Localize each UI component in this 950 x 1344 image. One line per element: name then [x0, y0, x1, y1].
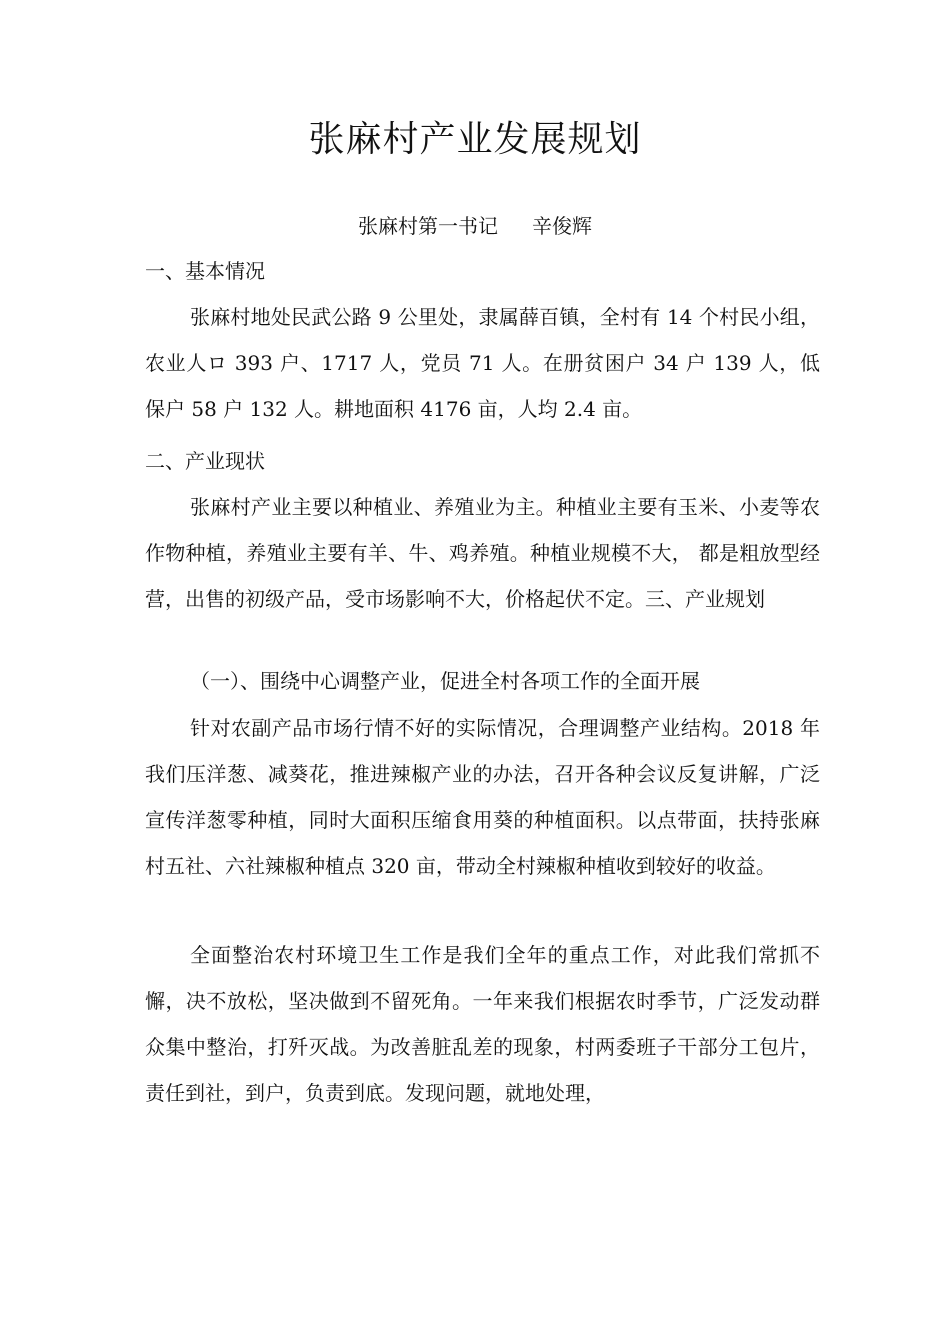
- subsection-paragraph-environment: 全面整治农村环境卫生工作是我们全年的重点工作，对此我们常抓不懈，决不放松，坚决做到不留死角。一年来我们根据农时季节，广泛发动群众集中整治，打歼灭战。为改善脏乱差的现象，村两委班子干部分工包片，责任到社，到户，负责到底。发现问题，就地处理，: [145, 943, 820, 1105]
- section-paragraph-industry-status: 张麻村产业主要以种植业、养殖业为主。种植业主要有玉米、小麦等农作物种植，养殖业主要有羊、牛、鸡养殖。种植业规模不大， 都是粗放型经营，出售的初级产品，受市场影响不大，价格起伏不定。三、产业规划: [145, 495, 820, 611]
- section-heading-basic-info: 一、基本情况: [145, 259, 265, 283]
- author-name: 辛俊辉: [532, 214, 592, 238]
- section-paragraph-basic-info: 张麻村地处民武公路 9 公里处，隶属薛百镇，全村有 14 个村民小组，农业人ロ 393 户、1717 人，党员 71 人。在册贫困户 34 户 139 人，低保户 58 户 132 人。耕地面积 4176 亩，人均 2.4 亩。: [145, 305, 820, 421]
- document-title: 张麻村产业发展规划: [308, 119, 642, 160]
- author-org: 张麻村第一书记: [358, 214, 498, 238]
- subsection-paragraph-market: 针对农副产品市场行情不好的实际情况，合理调整产业结构。2018 年我们压洋葱、减葵花，推进辣椒产业的办法，召开各种会议反复讲解，广泛宣传洋葱零种植，同时大面积压缩食用葵的种植面积。以点带面，扶持张麻村五社、六社辣椒种植点 320 亩，带动全村辣椒种植收到较好的收益。: [145, 716, 820, 878]
- section-heading-industry-status: 二、产业现状: [145, 449, 265, 473]
- author-line: [0, 210, 950, 242]
- subsection-heading-adjust-industry: （一）、围绕中心调整产业，促进全村各项工作的全面开展: [190, 669, 700, 693]
